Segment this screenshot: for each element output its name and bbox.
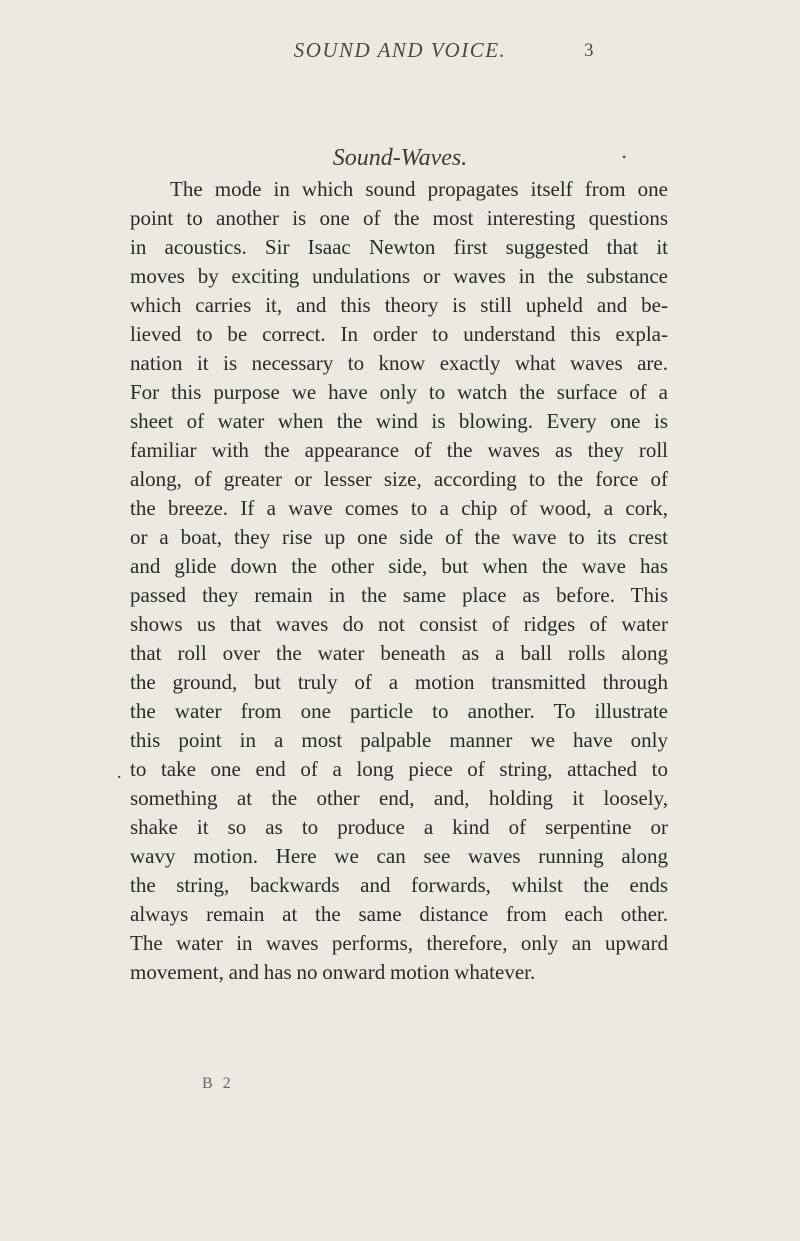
text-line: movement, and has no onward motion whatever. <box>130 960 536 984</box>
text-line: lieved to be correct. In order to understand this expla- <box>130 322 668 346</box>
text-line: and glide down the other side, but when the wave has <box>130 554 668 578</box>
text-line: the string, backwards and forwards, whilst the ends <box>130 873 668 897</box>
text-line: passed they remain in the same place as before. This <box>130 583 668 607</box>
text-line: along, of greater or lesser size, according to the force of <box>130 467 668 491</box>
text-line: this point in a most palpable manner we have only <box>130 728 668 752</box>
text-line: For this purpose we have only to watch the surface of a <box>130 380 668 404</box>
page-number: 3 <box>584 40 594 61</box>
text-line: to take one end of a long piece of string, attached to <box>130 757 668 781</box>
text-line: shake it so as to produce a kind of serpentine or <box>130 815 668 839</box>
text-line: the water from one particle to another. To illustrate <box>130 699 668 723</box>
text-line: point to another is one of the most interesting questions <box>130 206 668 230</box>
running-title: SOUND AND VOICE. <box>293 38 507 62</box>
text-line: sheet of water when the wind is blowing. Every one is <box>130 409 668 433</box>
text-line: The water in waves performs, therefore, only an upward <box>130 931 668 955</box>
body-text <box>130 175 668 987</box>
text-line: which carries it, and this theory is still upheld and be- <box>130 293 668 317</box>
text-line: or a boat, they rise up one side of the wave to its crest <box>130 525 668 549</box>
text-line: in acoustics. Sir Isaac Newton first suggested that it <box>130 235 668 259</box>
text-line: always remain at the same distance from each other. <box>130 902 668 926</box>
text-line: The mode in which sound propagates itself from one <box>170 177 668 201</box>
text-line: something at the other end, and, holding it loosely, <box>130 786 668 810</box>
text-line: moves by exciting undulations or waves in the substance <box>130 264 668 288</box>
text-line: wavy motion. Here we can see waves running along <box>130 844 668 868</box>
text-line: nation it is necessary to know exactly what waves are. <box>130 351 668 375</box>
margin-dot: . <box>117 762 122 782</box>
text-line: that roll over the water beneath as a ball rolls along <box>130 641 668 665</box>
signature-mark: B 2 <box>202 1075 234 1092</box>
running-head <box>0 38 800 68</box>
text-line: familiar with the appearance of the waves as they roll <box>130 438 668 462</box>
text-line: shows us that waves do not consist of ridges of water <box>130 612 668 636</box>
text-line: the breeze. If a wave comes to a chip of wood, a cork, <box>130 496 668 520</box>
section-heading: Sound-Waves. <box>332 145 468 171</box>
text-line: the ground, but truly of a motion transmitted through <box>130 670 668 694</box>
stray-mark: • <box>622 150 627 164</box>
